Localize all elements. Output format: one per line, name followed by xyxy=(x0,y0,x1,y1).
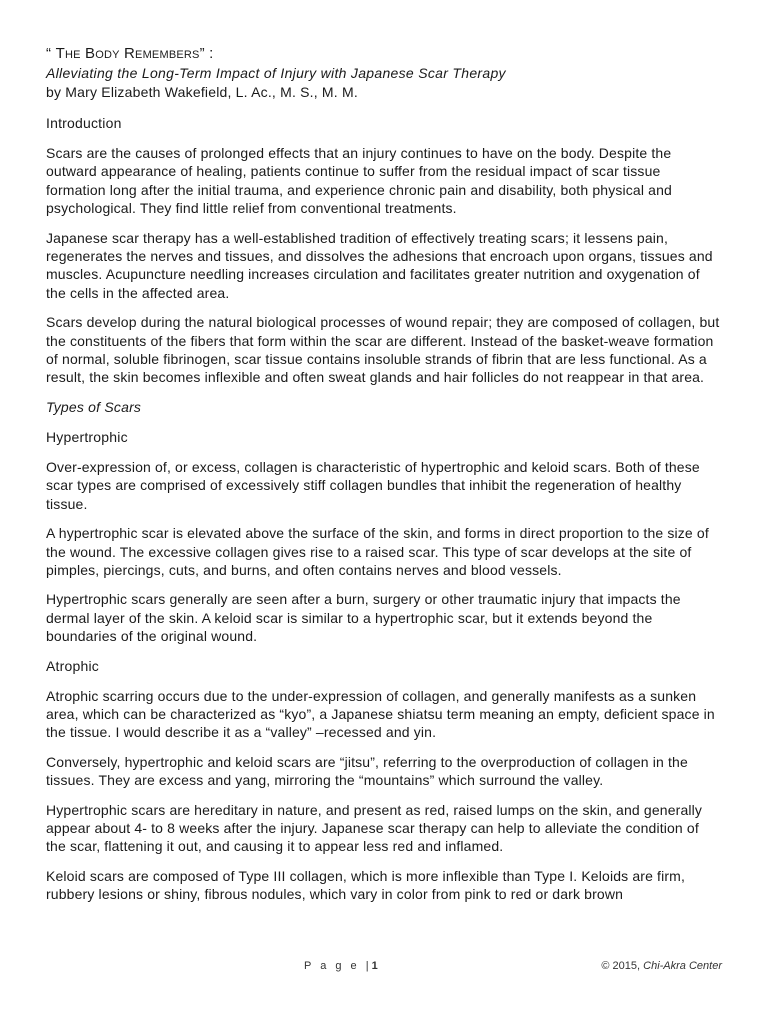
body-paragraph: Hypertrophic scars are hereditary in nature, and present as red, raised lumps on the skin, and generally appear about 4- to 8 weeks after the injury. Japanese scar therapy can help to alleviate the condition of the scar, flattening it out, and causing it to appear less red and inflamed. xyxy=(46,801,703,855)
copyright-notice: © 2015, Chi-Akra Center xyxy=(601,960,722,972)
document-subtitle: Alleviating the Long-Term Impact of Injury with Japanese Scar Therapy xyxy=(46,65,506,81)
body-paragraph: Conversely, hypertrophic and keloid scars are “jitsu”, referring to the overproduction of collagen in the tissues. They are excess and yang, mirroring the “mountains” which surround the valley. xyxy=(46,753,688,789)
document-body xyxy=(46,114,722,904)
section-heading: Types of Scars xyxy=(46,398,142,415)
section-heading: Hypertrophic xyxy=(46,428,128,445)
page-number: 1 xyxy=(371,960,378,972)
organization-name: Chi-Akra Center xyxy=(643,960,722,972)
body-paragraph: Keloid scars are composed of Type III collagen, which is more inflexible than Type I. Keloids are firm, rubbery lesions or shiny, fibrous nodules, which vary in color from pink to red or dark brown xyxy=(46,867,686,903)
page-number-label: P a g e |1 xyxy=(304,960,378,972)
section-heading: Atrophic xyxy=(46,657,99,674)
body-paragraph: A hypertrophic scar is elevated above the surface of the skin, and forms in direct proportion to the size of the wound. The excessive collagen gives rise to a raised scar. This type of scar develops at the site of pimples, piercings, cuts, and burns, and often contains nerves and blood vessels. xyxy=(46,525,709,578)
body-paragraph: Scars are the causes of prolonged effects that an injury continues to have on the body. Despite the outward appearance of healing, patients continue to suffer from the residual impact of scar tissue formation long after the initial trauma, and experience chronic pain and disability, both physical and psychological. They find little relief from conventional treatments. xyxy=(46,145,672,217)
body-paragraph: Atrophic scarring occurs due to the under-expression of collagen, and generally manifests as a sunken area, which can be characterized as “kyo”, a Japanese shiatsu term meaning an empty, deficient space in the tissue. I would describe it as a “valley” –recessed and yin. xyxy=(46,687,715,741)
body-paragraph: Hypertrophic scars generally are seen after a burn, surgery or other traumatic injury that impacts the dermal layer of the skin. A keloid scar is similar to a hypertrophic scar, but it extends beyond the boundaries of the original wound. xyxy=(46,591,681,645)
body-paragraph: Japanese scar therapy has a well-established tradition of effectively treating scars; it lessens pain, regenerates the nerves and tissues, and dissolves the adhesions that encroach upon organs, tissues and muscles. Acupuncture needling increases circulation and facilitates greater nutrition and oxygenation of the cells in the affected area. xyxy=(46,229,713,301)
document-page xyxy=(46,44,722,915)
body-paragraph: Scars develop during the natural biological processes of wound repair; they are composed of collagen, but the constituents of the fibers that form within the scar are different. Instead of the basket-weave formation of normal, soluble fibrinogen, scar tissue contains insoluble strands of fibrin that are less functional. As a result, the skin becomes inflexible and often sweat glands and hair follicles do not reappear in that area. xyxy=(46,314,720,386)
page-footer xyxy=(46,960,722,978)
document-title-text: The Body Remembers xyxy=(55,45,200,62)
section-heading: Introduction xyxy=(46,115,122,131)
body-paragraph: Over-expression of, or excess, collagen is characteristic of hypertrophic and keloid scars. Both of these scar types are comprised of excessively stiff collagen bundles that inhibit the regeneration of healthy tissue. xyxy=(46,458,700,512)
document-title: “ The Body Remembers” : xyxy=(46,45,214,62)
author-byline: by Mary Elizabeth Wakefield, L. Ac., M. S., M. M. xyxy=(46,84,358,100)
